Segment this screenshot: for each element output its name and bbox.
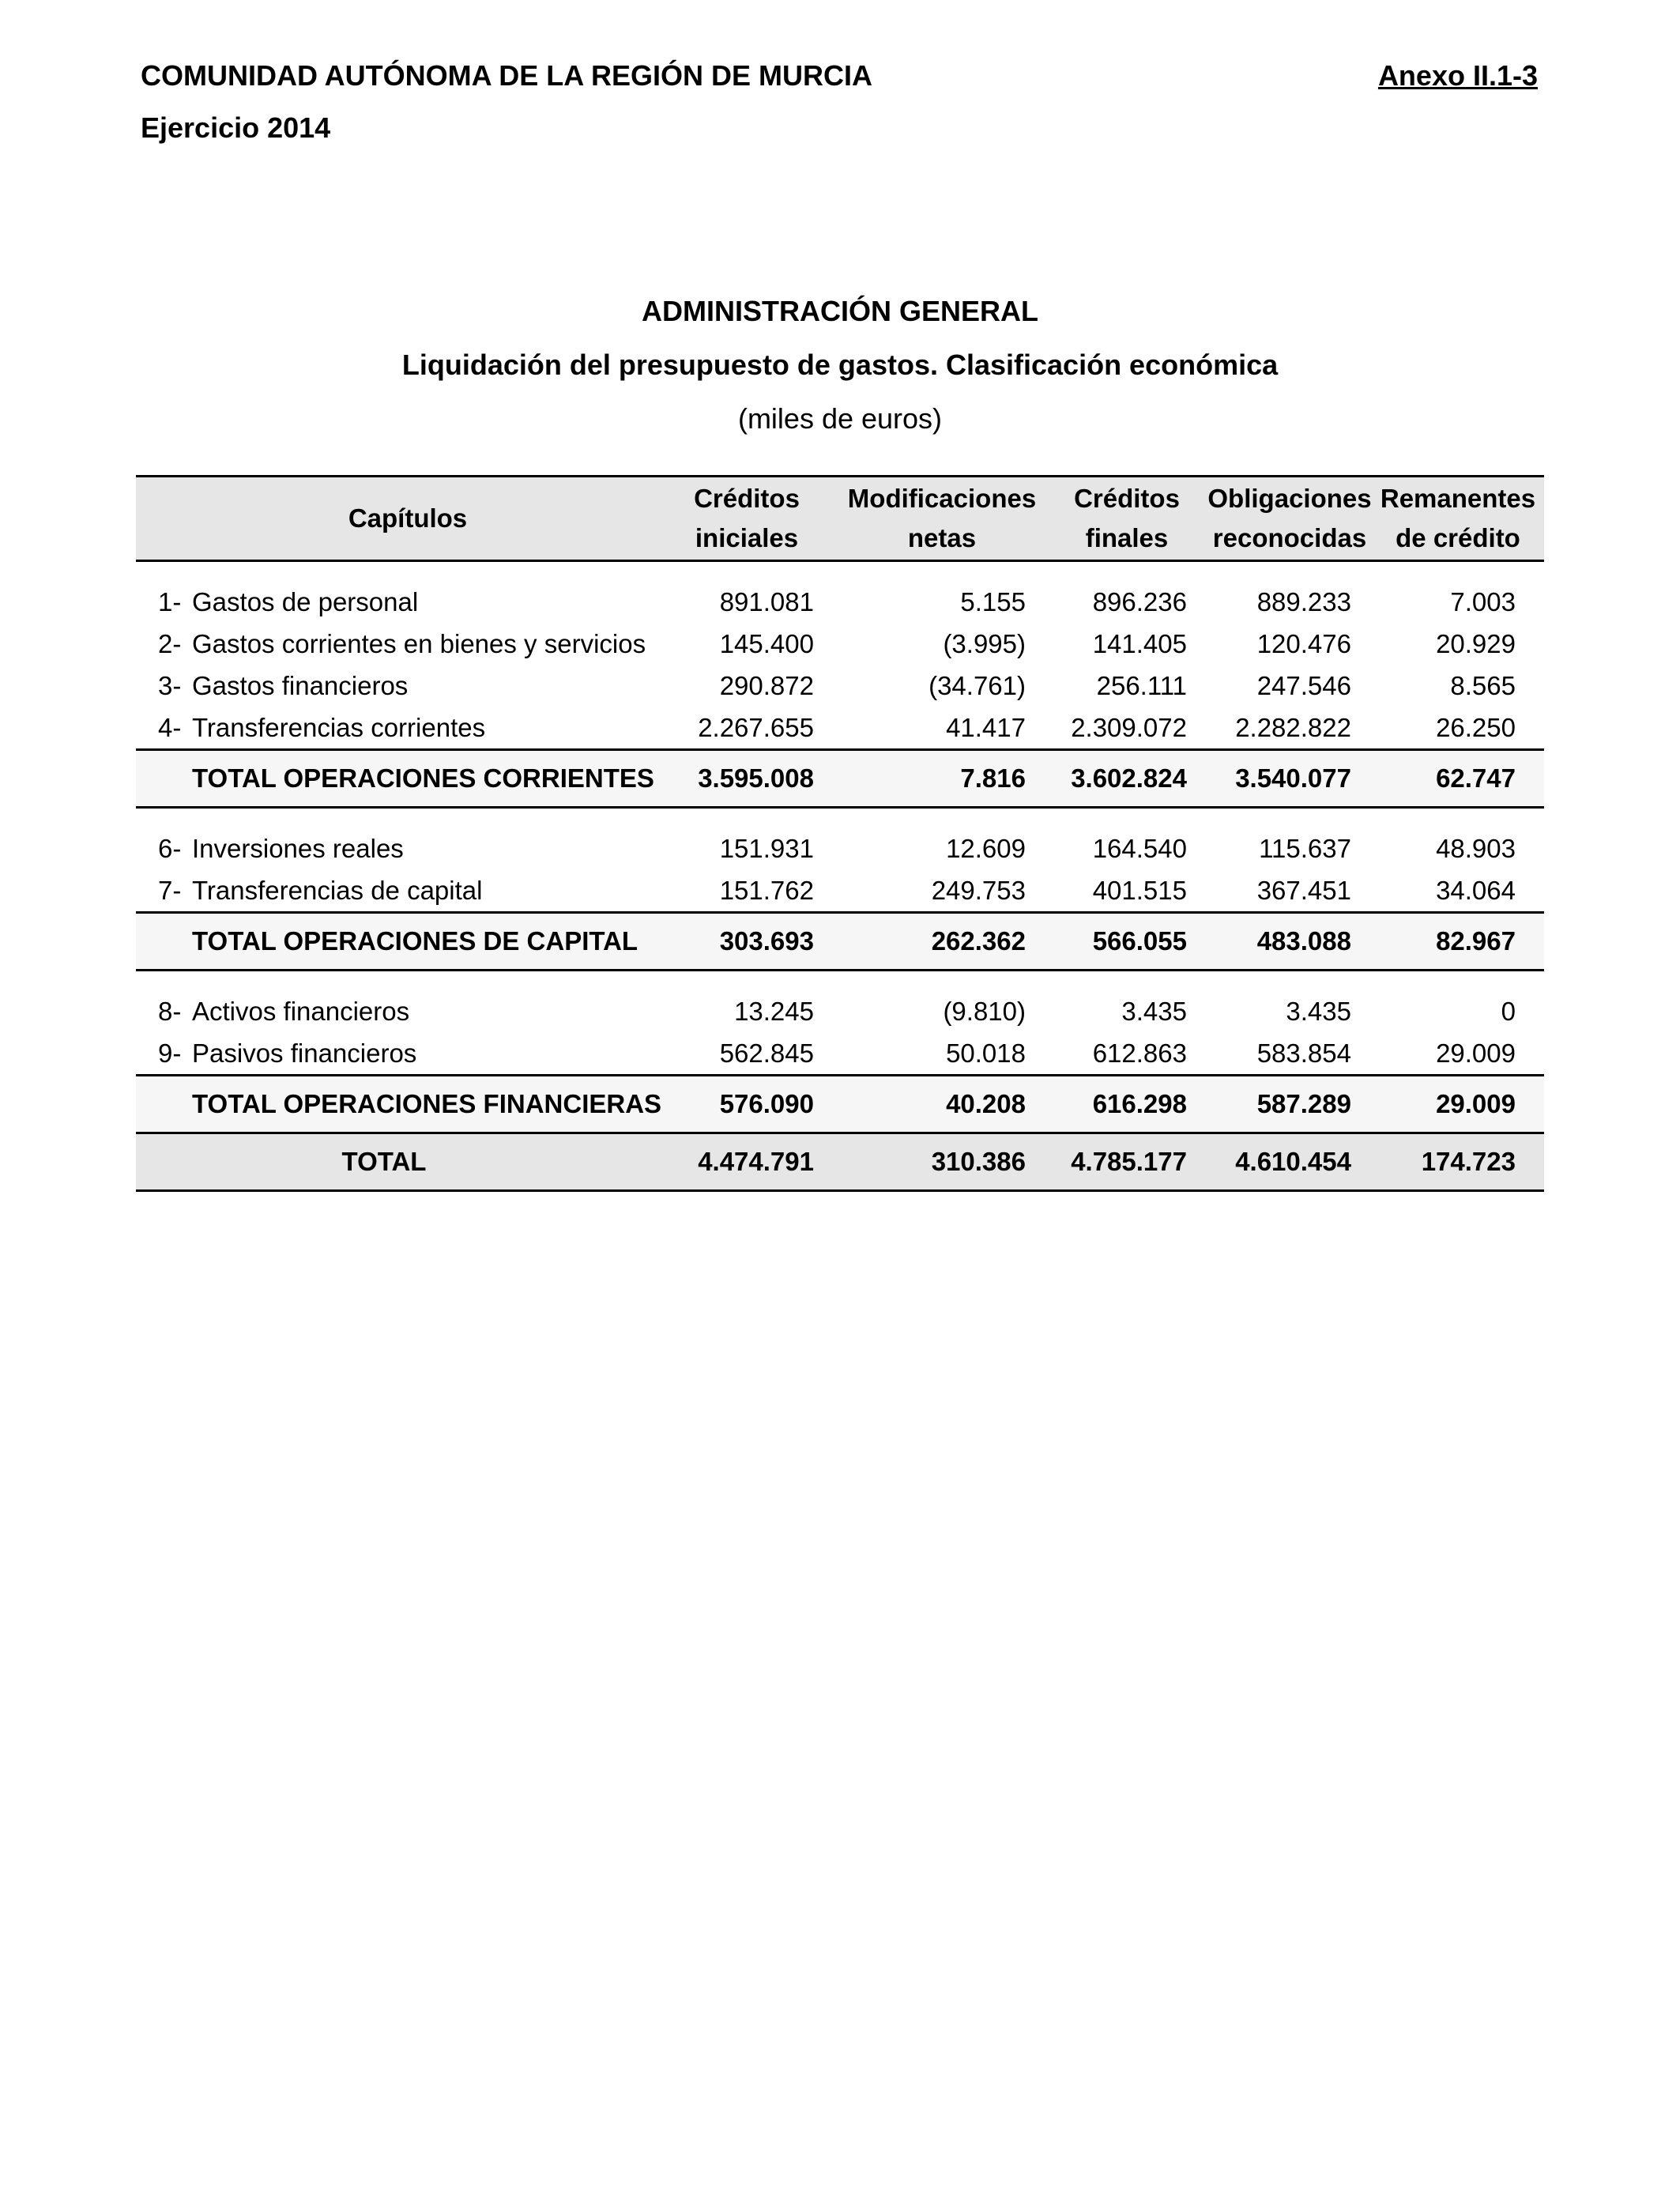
row-label	[136, 827, 680, 869]
cell-final: 3.435	[1121, 996, 1187, 1026]
row-code: 7-	[158, 875, 182, 905]
header-final-credits-line1: Créditos	[1074, 484, 1180, 513]
subtotal-row-capital-operations	[136, 913, 1544, 971]
subtotal-row-financial-operations	[136, 1076, 1544, 1133]
row-code: 2-	[158, 628, 182, 658]
table-row	[136, 707, 1544, 750]
cell-obligations: 4.610.454	[1207, 1133, 1372, 1191]
table-row	[136, 990, 1544, 1032]
header-credit-remainders	[1372, 477, 1544, 561]
cell-final: 3.602.824	[1046, 750, 1207, 808]
budget-table	[136, 475, 1544, 1192]
table-row	[136, 1032, 1544, 1076]
cell-initial: 576.090	[680, 1076, 838, 1133]
table-row	[136, 869, 1544, 913]
row-code: 1-	[158, 586, 182, 616]
row-label	[136, 707, 680, 750]
header-credit-remainders-line1: Remanentes	[1380, 484, 1536, 513]
cell-modifications: 249.753	[931, 875, 1026, 905]
cell-modifications: 7.816	[838, 750, 1046, 808]
cell-initial: 303.693	[680, 913, 838, 971]
table-row	[136, 623, 1544, 665]
cell-modifications: 41.417	[946, 712, 1026, 742]
subtotal-row-current-operations	[136, 750, 1544, 808]
row-label-text: Gastos corrientes en bienes y servicios	[192, 628, 646, 658]
row-label-text: Pasivos financieros	[192, 1038, 417, 1068]
cell-obligations: 587.289	[1207, 1076, 1372, 1133]
cell-modifications: (9.810)	[943, 996, 1026, 1026]
row-label	[136, 581, 680, 623]
row-label	[136, 869, 680, 913]
cell-remainders: 48.903	[1436, 833, 1516, 863]
cell-remainders: 26.250	[1436, 712, 1516, 742]
row-code: 8-	[158, 996, 182, 1026]
subtotal-label: TOTAL OPERACIONES FINANCIERAS	[136, 1076, 680, 1133]
cell-remainders: 8.565	[1450, 670, 1516, 700]
document-subtitle: Liquidación del presupuesto de gastos. Clasificación económica	[401, 349, 1279, 381]
header-final-credits-line2: finales	[1085, 523, 1169, 552]
cell-modifications: 262.362	[838, 913, 1046, 971]
cell-final: 164.540	[1092, 833, 1187, 863]
header-net-modifications-line2: netas	[907, 523, 977, 552]
cell-remainders: 34.064	[1436, 875, 1516, 905]
grand-total-label: TOTAL	[136, 1133, 680, 1191]
cell-obligations: 3.540.077	[1207, 750, 1372, 808]
header-net-modifications-line1: Modificaciones	[847, 484, 1037, 513]
fiscal-year: Ejercicio 2014	[141, 111, 331, 144]
cell-remainders: 174.723	[1372, 1133, 1544, 1191]
cell-obligations: 247.546	[1256, 670, 1351, 700]
cell-remainders: 7.003	[1450, 586, 1516, 616]
cell-remainders: 29.009	[1372, 1076, 1544, 1133]
header-recognized-obligations	[1207, 477, 1372, 561]
units-note: (miles de euros)	[737, 402, 943, 435]
cell-obligations: 367.451	[1256, 875, 1351, 905]
header-initial-credits-line2: iniciales	[695, 523, 799, 552]
cell-initial: 562.845	[719, 1038, 814, 1068]
table-row	[136, 827, 1544, 869]
row-label-text: Transferencias de capital	[192, 875, 483, 905]
header-initial-credits	[680, 477, 838, 561]
annex-reference: Anexo II.1-3	[1377, 59, 1538, 92]
header-chapters: Capítulos	[136, 477, 680, 561]
cell-final: 401.515	[1092, 875, 1187, 905]
cell-obligations: 3.435	[1286, 996, 1351, 1026]
cell-remainders: 0	[1501, 996, 1516, 1026]
header-recognized-obligations-line2: reconocidas	[1212, 523, 1367, 552]
cell-initial: 13.245	[734, 996, 814, 1026]
cell-remainders: 20.929	[1436, 628, 1516, 658]
cell-final: 141.405	[1092, 628, 1187, 658]
row-label	[136, 665, 680, 707]
row-label	[136, 623, 680, 665]
row-label-text: Transferencias corrientes	[192, 712, 486, 742]
cell-modifications: (3.995)	[943, 628, 1026, 658]
cell-obligations: 2.282.822	[1235, 712, 1351, 742]
row-code: 3-	[158, 670, 182, 700]
cell-initial: 145.400	[719, 628, 814, 658]
table-header-row	[136, 477, 1544, 561]
cell-initial: 891.081	[719, 586, 814, 616]
cell-initial: 3.595.008	[680, 750, 838, 808]
cell-final: 4.785.177	[1046, 1133, 1207, 1191]
table-row	[136, 665, 1544, 707]
cell-obligations: 115.637	[1259, 833, 1351, 863]
row-label-text: Gastos de personal	[192, 586, 419, 616]
cell-initial: 151.931	[719, 833, 814, 863]
cell-final: 2.309.072	[1071, 712, 1187, 742]
cell-obligations: 120.476	[1256, 628, 1351, 658]
row-label-text: Activos financieros	[192, 996, 410, 1026]
cell-remainders: 29.009	[1436, 1038, 1516, 1068]
row-label-text: Inversiones reales	[192, 833, 404, 863]
subtotal-label: TOTAL OPERACIONES DE CAPITAL	[136, 913, 680, 971]
row-code: 4-	[158, 712, 182, 742]
cell-obligations: 583.854	[1256, 1038, 1351, 1068]
cell-remainders: 62.747	[1372, 750, 1544, 808]
cell-final: 612.863	[1092, 1038, 1187, 1068]
table-row	[136, 581, 1544, 623]
cell-remainders: 82.967	[1372, 913, 1544, 971]
cell-modifications: 310.386	[838, 1133, 1046, 1191]
cell-initial: 290.872	[719, 670, 814, 700]
cell-modifications: 12.609	[946, 833, 1026, 863]
header-net-modifications	[838, 477, 1046, 561]
cell-obligations: 889.233	[1256, 586, 1351, 616]
organization-name: COMUNIDAD AUTÓNOMA DE LA REGIÓN DE MURCIA	[141, 59, 872, 92]
header-final-credits	[1046, 477, 1207, 561]
subtotal-label: TOTAL OPERACIONES CORRIENTES	[136, 750, 680, 808]
header-credit-remainders-line2: de crédito	[1396, 523, 1520, 552]
cell-final: 896.236	[1092, 586, 1187, 616]
row-code: 6-	[158, 833, 182, 863]
cell-obligations: 483.088	[1207, 913, 1372, 971]
cell-final: 616.298	[1046, 1076, 1207, 1133]
cell-initial: 4.474.791	[680, 1133, 838, 1191]
grand-total-row	[136, 1133, 1544, 1191]
cell-modifications: 50.018	[946, 1038, 1026, 1068]
cell-initial: 151.762	[719, 875, 814, 905]
header-initial-credits-line1: Créditos	[694, 484, 800, 513]
row-code: 9-	[158, 1038, 182, 1068]
document-title: ADMINISTRACIÓN GENERAL	[642, 295, 1038, 327]
row-label	[136, 1032, 680, 1076]
cell-modifications: 5.155	[960, 586, 1026, 616]
row-label	[136, 990, 680, 1032]
cell-modifications: 40.208	[838, 1076, 1046, 1133]
cell-final: 256.111	[1096, 670, 1187, 700]
cell-initial: 2.267.655	[698, 712, 814, 742]
row-label-text: Gastos financieros	[192, 670, 409, 700]
cell-modifications: (34.761)	[929, 670, 1026, 700]
header-recognized-obligations-line1: Obligaciones	[1207, 484, 1372, 513]
cell-final: 566.055	[1046, 913, 1207, 971]
